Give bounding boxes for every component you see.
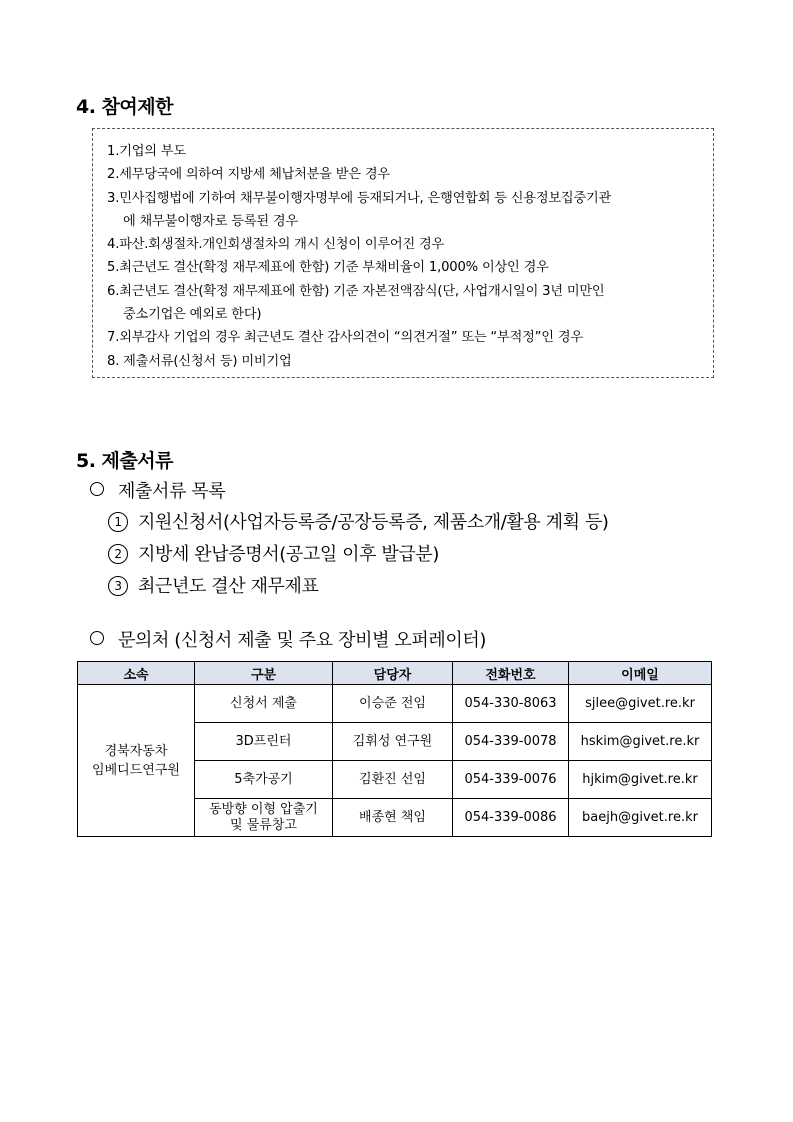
- person-cell: 김휘성 연구원: [333, 723, 453, 761]
- email-cell: baejh@givet.re.kr: [569, 799, 712, 837]
- list-item: 4.파산.회생절차.개인회생절차의 개시 신청이 이루어진 경우: [107, 237, 445, 253]
- header-cell: 담당자: [333, 662, 453, 685]
- category-cell: 5축가공기: [195, 761, 333, 799]
- doc-item: 2 지방세 완납증명서(공고일 이후 발급분): [108, 540, 439, 566]
- section5-title: 5. 제출서류: [76, 450, 173, 472]
- list-item: 2.세무당국에 의하여 지방세 체납처분을 받은 경우: [107, 167, 390, 183]
- category-cell: 3D프린터: [195, 723, 333, 761]
- restriction-box: [92, 128, 714, 378]
- list-item: 6.최근년도 결산(확정 재무제표에 한함) 기준 자본전액잠식(단, 사업개시일이 3년 미만인 중소기업은 예외로 한다): [107, 283, 605, 323]
- email-cell: sjlee@givet.re.kr: [569, 685, 712, 723]
- list-item: 5.최근년도 결산(확정 재무제표에 한함) 기준 부채비율이 1,000% 이상인 경우: [107, 260, 549, 276]
- email-cell: hskim@givet.re.kr: [569, 723, 712, 761]
- list-item: 8. 제출서류(신청서 등) 미비기업: [107, 353, 292, 369]
- phone-cell: 054-339-0086: [453, 799, 569, 837]
- header-cell: 이메일: [569, 662, 712, 685]
- person-cell: 배종현 책임: [333, 799, 453, 837]
- person-cell: 이승준 전임: [333, 685, 453, 723]
- contact-title: 문의처 (신청서 제출 및 주요 장비별 오퍼레이터): [90, 626, 486, 652]
- category-cell: 신청서 제출: [195, 685, 333, 723]
- circle-bullet-icon: [90, 631, 104, 645]
- table-header-row: [78, 662, 712, 685]
- email-cell: hjkim@givet.re.kr: [569, 761, 712, 799]
- header-cell: 전화번호: [453, 662, 569, 685]
- circle-bullet-icon: [90, 482, 104, 496]
- header-cell: 구분: [195, 662, 333, 685]
- header-cell: 소속: [78, 662, 195, 685]
- phone-cell: 054-330-8063: [453, 685, 569, 723]
- doc-list-title: 제출서류 목록: [90, 477, 225, 503]
- section4-title: 4. 참여제한: [76, 96, 173, 118]
- restriction-list: [107, 140, 705, 373]
- phone-cell: 054-339-0076: [453, 761, 569, 799]
- list-item: 1.기업의 부도: [107, 144, 186, 159]
- category-cell: 동방향 이형 압출기 및 물류창고: [195, 799, 333, 837]
- table-row: [78, 685, 712, 723]
- phone-cell: 054-339-0078: [453, 723, 569, 761]
- org-cell: 경북자동차 임베디드연구원: [78, 685, 195, 837]
- doc-item: 3 최근년도 결산 재무제표: [108, 572, 319, 598]
- doc-item: 1 지원신청서(사업자등록증/공장등록증, 제품소개/활용 계획 등): [108, 508, 609, 534]
- person-cell: 김환진 선임: [333, 761, 453, 799]
- list-item: 3.민사집행법에 기하여 채무불이행자명부에 등재되거나, 은행연합회 등 신용정보집중기관 에 채무불이행자로 등록된 경우: [107, 190, 612, 229]
- list-item: 7.외부감사 기업의 경우 최근년도 결산 감사의견이 “의견거절” 또는 “부적정”인 경우: [107, 330, 583, 346]
- contact-table: [77, 661, 712, 837]
